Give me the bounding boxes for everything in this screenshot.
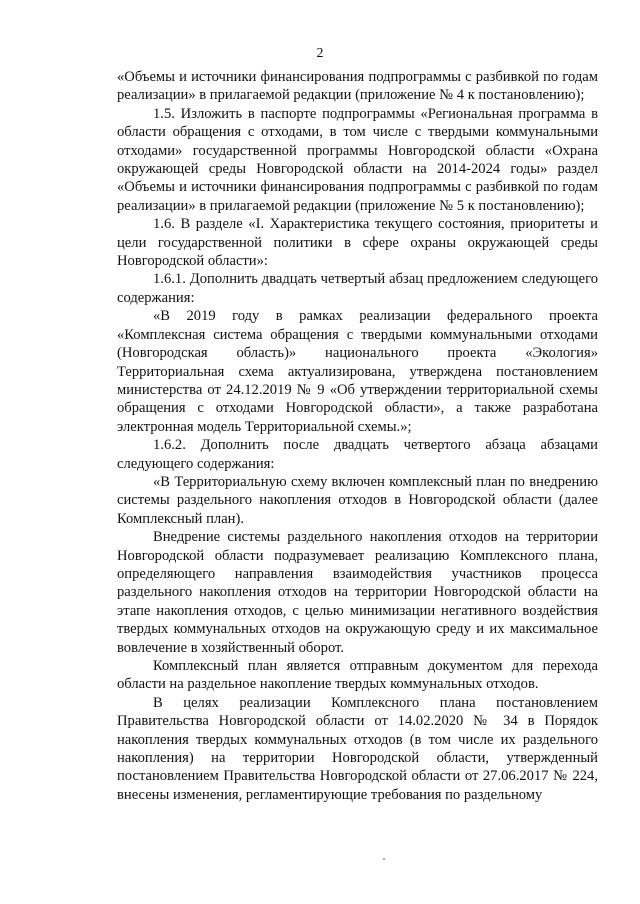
paragraph-quote-2019: «В 2019 году в рамках реализации федерального проекта «Комплексная система обращения с твердыми коммунальными отходами (Новгородская область)» национального проекта «Экология» Территориальная схема актуализирована, утверждена постановлением министерства от 24.12.2019 № 9 «Об утверждении территориальной схемы обращения с отходами Новгородской области», а также разработана электронная модель Территориальной схемы.»; (117, 308, 598, 435)
paragraph-1-6: 1.6. В разделе «I. Характеристика текущего состояния, приоритеты и цели государственной политики в сфере охраны окружающей среды Новгородской области»: (117, 216, 598, 270)
paragraph-implementation: Внедрение системы раздельного накопления отходов на территории Новгородской области подразумевает реализацию Комплексного плана, определяющего направления взаимодействия участников процесса раздельного накопления отходов на территории Новгородской области на этапе накопления отходов, с целью минимизации негативного воздействия твердых коммунальных отходов на окружающую среду и их максимальное вовлечение в хозяйственный оборот. (117, 529, 598, 656)
paragraph-1: «Объемы и источники финансирования подпрограммы с разбивкой по годам реализации» в прилагаемой редакции (приложение № 4 к постановлению); (117, 69, 598, 104)
scan-speck (383, 858, 385, 860)
paragraph-1-6-1: 1.6.1. Дополнить двадцать четвертый абзац предложением следующего содержания: (117, 271, 598, 306)
paragraph-1-6-2: 1.6.2. Дополнить после двадцать четвертого абзаца абзацами следующего содержания: (117, 437, 598, 472)
paragraph-1-5: 1.5. Изложить в паспорте подпрограммы «Региональная программа в области обращения с отходами, в том числе с твердыми коммунальными отходами» государственной программы Новгородской области «Охрана окружающей среды Новгородской области на 2014-2024 годы» раздел «Объемы и источники финансирования подпрограммы с разбивкой по годам реализации» в прилагаемой редакции (приложение № 5 к постановлению); (117, 105, 598, 214)
paragraph-regulation: В целях реализации Комплексного плана постановлением Правительства Новгородской области от 14.02.2020 № 34 в Порядок накопления твердых коммунальных отходов (в том числе их раздельного накопления) на территории Новгородской области, утвержденный постановлением Правительства Новгородской области от 27.06.2017 № 224, внесены изменения, регламентирующие требования по раздельному (117, 694, 598, 803)
paragraph-territorial-scheme: «В Территориальную схему включен комплексный план по внедрению системы раздельного накопления отходов в Новгородской области (далее Комплексный план). (117, 473, 598, 527)
page-number: 2 (316, 46, 324, 61)
paragraph-complex-plan: Комплексный план является отправным документом для перехода области на раздельное накопление твердых коммунальных отходов. (117, 658, 598, 693)
document-body (117, 68, 598, 804)
